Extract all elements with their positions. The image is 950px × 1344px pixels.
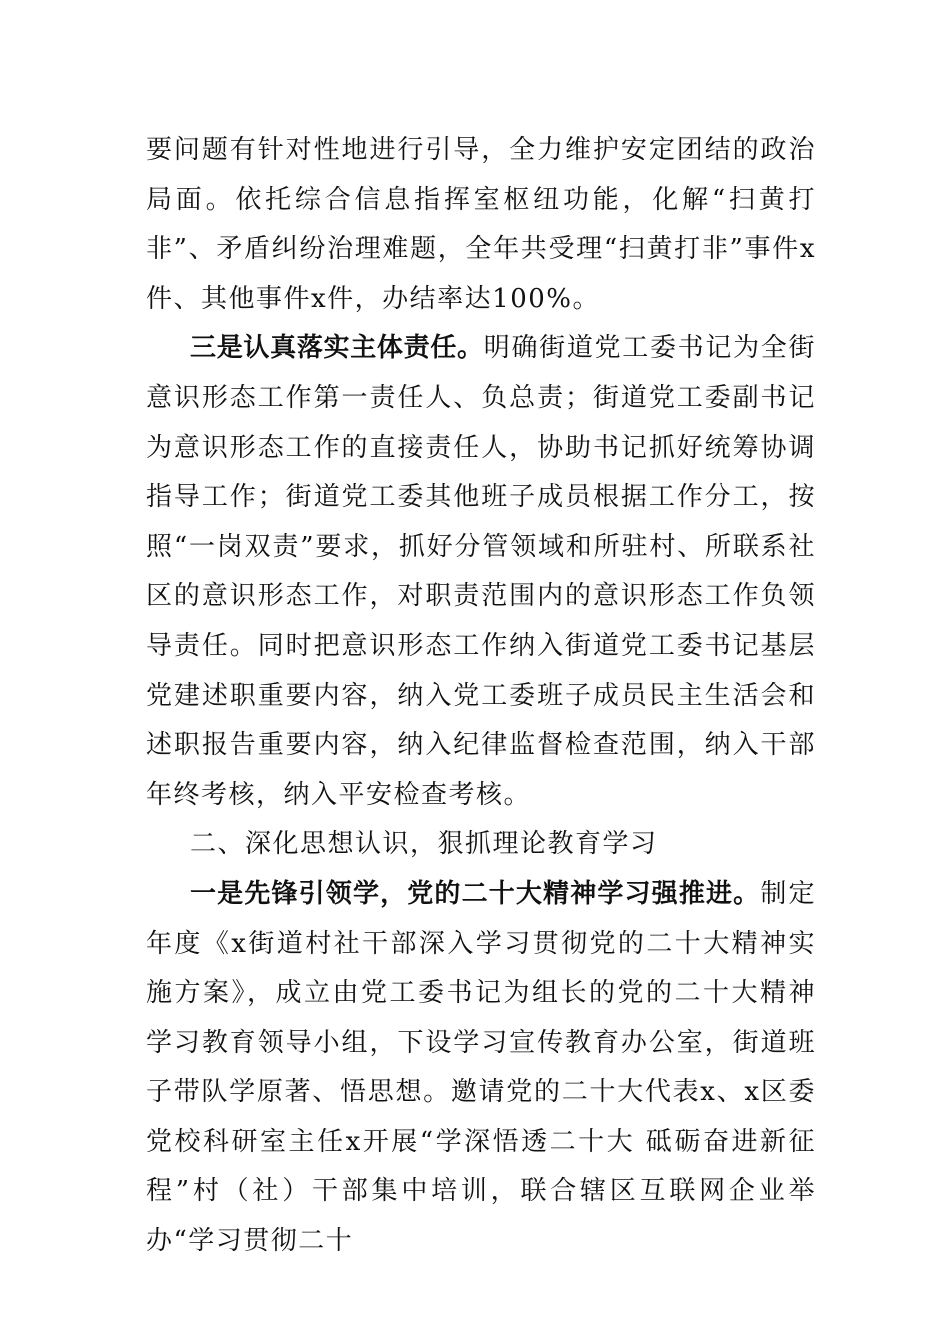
section-heading-2 — [146, 820, 816, 870]
paragraph-2-text: 明确街道党工委书记为全街意识形态工作第一责任人、负总责；街道党工委副书记为意识形态工作的直接责任人，协助书记抓好统筹协调指导工作；街道党工委其他班子成员根据工作分工，按照“一岗双责”要求，抓好分管领域和所驻村、所联系社区的意识形态工作，对职责范围内的意识形态工作负领导责任。同时把意识形态工作纳入街道党工委书记基层党建述职重要内容，纳入党工委班子成员民主生活会和述职报告重要内容，纳入纪律监督检查范围，纳入干部年终考核，纳入平安检查考核。 — [146, 333, 816, 810]
document-body — [146, 126, 816, 1267]
paragraph-1-text: 要问题有针对性地进行引导，全力维护安定团结的政治局面。依托综合信息指挥室枢纽功能，化解“扫黄打非”、矛盾纠纷治理难题，全年共受理“扫黄打非”事件x件、其他事件x件，办结率达100%。 — [146, 135, 816, 314]
paragraph-2 — [146, 324, 816, 820]
paragraph-1 — [146, 126, 816, 324]
paragraph-3-text: 制定年度《x街道村社干部深入学习贯彻党的二十大精神实施方案》，成立由党工委书记为组长的党的二十大精神学习教育领导小组，下设学习宣传教育办公室，街道班子带队学原著、悟思想。邀请党的二十大代表x、x区委党校科研室主任x开展“学深悟透二十大 砥砺奋进新征程”村（社）干部集中培训，联合辖区互联网企业举办“学习贯彻二十 — [146, 878, 816, 1257]
paragraph-3 — [146, 870, 816, 1267]
paragraph-2-lead: 三是认真落实主体责任。 — [190, 333, 484, 364]
section-heading-2-text: 二、深化思想认识，狠抓理论教育学习 — [190, 829, 658, 860]
paragraph-3-lead: 一是先锋引领学，党的二十大精神学习强推进。 — [190, 878, 761, 909]
